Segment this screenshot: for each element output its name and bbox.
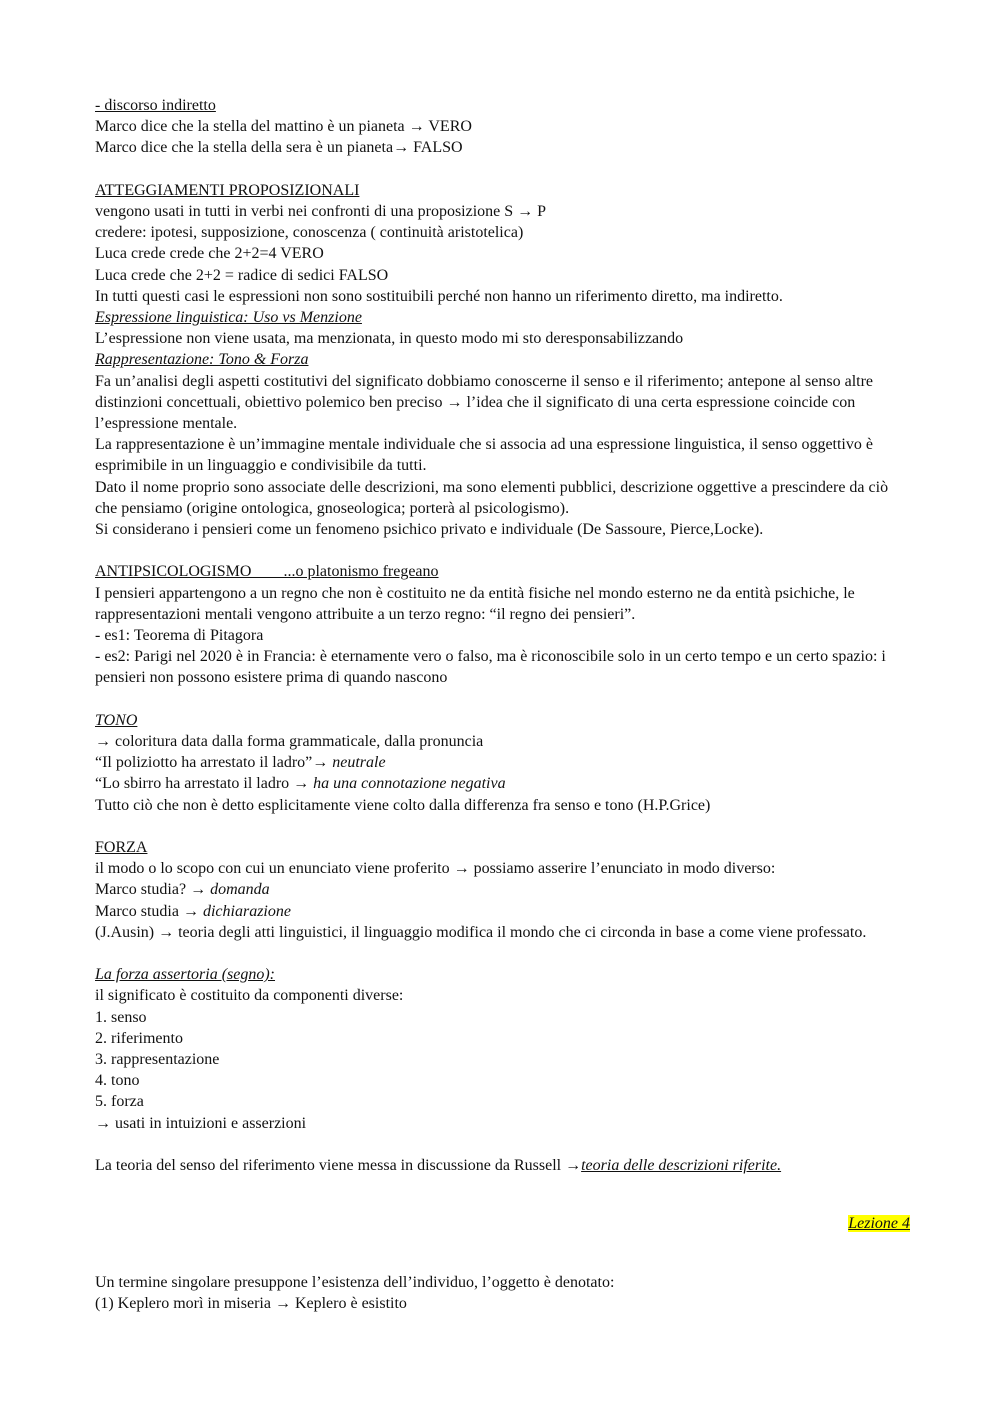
text-line: (1) Keplero morì in miseria → Keplero è esistito: [95, 1295, 407, 1313]
text-line: [95, 1155, 910, 1176]
text-line: Un termine singolare presuppone l’esistenza dell’individuo, l’oggetto è denotato:: [95, 1273, 615, 1291]
text-line: vengono usati in tutti in verbi nei confronti di una proposizione S → P: [95, 203, 547, 220]
italic-term: teoria delle descrizioni riferite.: [581, 1157, 782, 1175]
section-heading-forza: FORZA: [95, 839, 148, 857]
text-line: Luca crede che 2+2 = radice di sedici FALSO: [95, 266, 389, 284]
list-item: 1. senso: [95, 1008, 147, 1026]
text-line: credere: ipotesi, supposizione, conoscenza ( continuità aristotelica): [95, 224, 524, 242]
spacer: [95, 1134, 910, 1155]
list-item: 5. forza: [95, 1093, 144, 1111]
text-line: → usati in intuizioni e asserzioni: [95, 1114, 307, 1132]
paragraph: I pensieri appartengono a un regno che non è costituito ne da entità fisiche nel mondo esterno ne da entità psichiche, le rappresentazioni mentali vengono attribuite a un terzo regno: “il regno dei pensieri”.: [95, 584, 855, 623]
section-heading-antipsicologismo: ANTIPSICOLOGISMO ...o platonismo fregeano: [95, 563, 439, 581]
text-line: [95, 752, 910, 773]
paragraph: - es2: Parigi nel 2020 è in Francia: è eternamente vero o falso, ma è riconoscibile solo in un certo tempo e un certo spazio: i pensieri non possono esistere prima di quando nascono: [95, 648, 886, 687]
text-line: Marco dice che la stella della sera è un pianeta→ FALSO: [95, 139, 463, 157]
spacer: [95, 1176, 910, 1197]
text-line: L’espressione non viene usata, ma menzionata, in questo modo mi sto deresponsabilizzando: [95, 330, 684, 348]
spacer: [95, 816, 910, 837]
lesson-label: Lezione 4: [848, 1215, 910, 1233]
text-span: Marco studia →: [95, 902, 203, 920]
text-line: → coloritura data dalla forma grammaticale, dalla pronuncia: [95, 733, 484, 751]
paragraph: Dato il nome proprio sono associate delle descrizioni, ma sono elementi pubblici, descrizione oggettive a prescindere da ciò che pensiamo (origine ontologica, gnoseologica; porterà al psicologismo).: [95, 478, 889, 517]
text-span: Marco studia? →: [95, 881, 211, 899]
text-line: [95, 901, 910, 922]
document-page: [95, 95, 910, 1314]
spacer: [95, 689, 910, 710]
paragraph: Si considerano i pensieri come un fenomeno psichico privato e individuale (De Sassoure, Pierce,Locke).: [95, 521, 764, 539]
italic-term: ha una connotazione negativa: [313, 775, 506, 793]
text-span: “Lo sbirro ha arrestato il ladro →: [95, 775, 314, 793]
section-heading-atteggiamenti: ATTEGGIAMENTI PROPOSIZIONALI: [95, 181, 360, 199]
spacer: [95, 159, 910, 180]
text-line: Marco dice che la stella del mattino è un pianeta → VERO: [95, 118, 472, 136]
text-line: In tutti questi casi le espressioni non sono sostituibili perché non hanno un riferimento diretto, ma indiretto.: [95, 287, 783, 305]
italic-term: neutrale: [332, 754, 386, 772]
text-line: [95, 879, 910, 900]
text-line: Tutto ciò che non è detto esplicitamente viene colto dalla differenza fra senso e tono (H.P.Grice): [95, 796, 711, 814]
subheading-uso-menzione: Espressione linguistica: Uso vs Menzione: [95, 309, 362, 327]
paragraph: Fa un’analisi degli aspetti costitutivi del significato dobbiamo conoscerne il senso e il riferimento; antepone al senso altre distinzioni concettuali, obiettivo polemico ben preciso → l’idea che il significato di una certa espressione coincide con l’espressione mentale.: [95, 372, 874, 433]
spacer: [95, 540, 910, 561]
spacer: [95, 1251, 910, 1272]
text-line: - es1: Teorema di Pitagora: [95, 627, 264, 645]
list-item: 3. rappresentazione: [95, 1051, 220, 1069]
text-line: il modo o lo scopo con cui un enunciato viene proferito → possiamo asserire l’enunciato in modo diverso:: [95, 860, 776, 878]
paragraph: (J.Ausin) → teoria degli atti linguistici, il linguaggio modifica il mondo che ci circonda in base a come viene professato.: [95, 923, 867, 941]
list-item: 2. riferimento: [95, 1029, 183, 1047]
text-line: il significato è costituito da componenti diverse:: [95, 987, 404, 1005]
text-span: La teoria del senso del riferimento viene messa in discussione da Russell →: [95, 1157, 582, 1175]
subheading-tono-forza: Rappresentazione: Tono & Forza: [95, 351, 309, 369]
section-heading-discorso-indiretto: - discorso indiretto: [95, 97, 216, 114]
spacer: [95, 943, 910, 964]
paragraph: La rappresentazione è un’immagine mentale individuale che si associa ad una espressione linguistica, il senso oggettivo è esprimibile in un linguaggio e condivisibile da tutti.: [95, 436, 873, 475]
italic-term: domanda: [210, 881, 270, 899]
italic-term: dichiarazione: [202, 902, 291, 920]
text-line: Luca crede crede che 2+2=4 VERO: [95, 245, 324, 263]
section-heading-forza-assertoria: La forza assertoria (segno):: [95, 966, 276, 984]
lesson-marker: [95, 1213, 910, 1234]
list-item: 4. tono: [95, 1072, 140, 1090]
text-line: [95, 773, 910, 794]
text-span: “Il poliziotto ha arrestato il ladro”→: [95, 754, 333, 772]
section-heading-tono: TONO: [95, 711, 138, 729]
